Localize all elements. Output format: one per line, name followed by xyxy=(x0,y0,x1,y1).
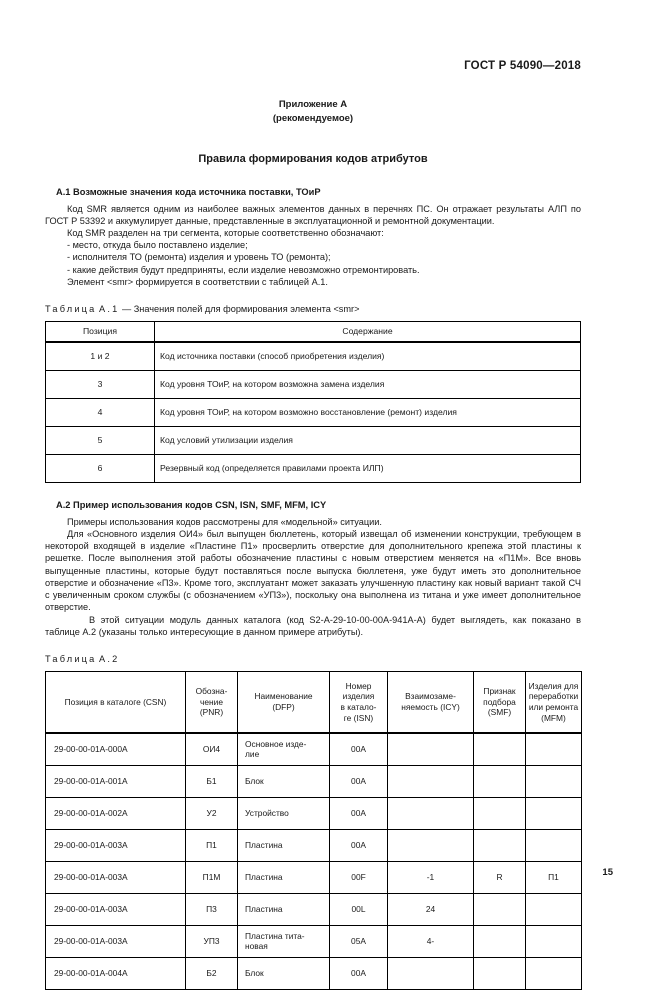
table-a1-cell-position: 4 xyxy=(46,398,155,426)
cell-pnr: П3 xyxy=(186,893,238,925)
standard-number-header: ГОСТ Р 54090—2018 xyxy=(464,60,581,72)
cell-isn: 00F xyxy=(330,861,388,893)
cell-csn: 29-00-00-01A-003A xyxy=(46,925,186,957)
cell-csn: 29-00-00-01A-000A xyxy=(46,733,186,766)
cell-csn: 29-00-00-01A-003A xyxy=(46,861,186,893)
table-a1-cell-content: Код источника поставки (способ приобретения изделия) xyxy=(155,342,581,371)
table-row xyxy=(46,426,581,454)
cell-pnr: П1М xyxy=(186,861,238,893)
table-a1-header xyxy=(46,322,581,342)
header-line: Признак xyxy=(483,686,516,697)
cell-isn: 00A xyxy=(330,957,388,989)
cell-smf: R xyxy=(474,861,526,893)
table-row xyxy=(46,671,582,733)
table-a2-header-icy xyxy=(388,671,474,733)
table-a2-header-pnr xyxy=(186,671,238,733)
header-line: (DFP) xyxy=(272,701,295,712)
table-row xyxy=(46,342,581,371)
table-a2-header-isn xyxy=(330,671,388,733)
cell-smf xyxy=(474,765,526,797)
cell-icy xyxy=(388,829,474,861)
table-a1-cell-position: 3 xyxy=(46,370,155,398)
table-a1-cell-position: 6 xyxy=(46,454,155,482)
header-line: няемость (ICY) xyxy=(401,701,460,712)
cell-isn: 00A xyxy=(330,733,388,766)
table-a1-body xyxy=(46,342,581,483)
cell-icy: 24 xyxy=(388,893,474,925)
table-a1-cell-content: Резервный код (определяется правилами проекта ИЛП) xyxy=(155,454,581,482)
cell-dfp: Блок xyxy=(238,957,330,989)
cell-isn: 00A xyxy=(330,765,388,797)
table-a2-caption xyxy=(45,654,581,664)
cell-mfm xyxy=(526,733,582,766)
table-row xyxy=(46,829,582,861)
table-a1-header-content: Содержание xyxy=(155,322,581,342)
table-row xyxy=(46,957,582,989)
header-line: Наименование xyxy=(254,691,313,702)
table-a1-caption-dash: — xyxy=(121,304,132,315)
cell-dfp: Пластина xyxy=(238,829,330,861)
header-line: Номер xyxy=(345,680,372,691)
cell-mfm xyxy=(526,957,582,989)
section-a1-bullet-2: - исполнителя ТО (ремонта) изделия и уровень ТО (ремонта); xyxy=(67,252,331,263)
header-line: ге (ISN) xyxy=(343,712,374,723)
table-a1-header-position: Позиция xyxy=(46,322,155,342)
table-row xyxy=(46,925,582,957)
cell-icy xyxy=(388,733,474,766)
header-line: или ремонта xyxy=(528,701,579,712)
cell-icy xyxy=(388,765,474,797)
section-a1-bullet-3: - какие действия будут предприняты, если изделие невозможно отремонтировать. xyxy=(67,264,420,275)
cell-pnr: ОИ4 xyxy=(186,733,238,766)
header-line: Позиция в каталоге (CSN) xyxy=(64,696,167,707)
cell-smf xyxy=(474,957,526,989)
section-a1-heading: А.1 Возможные значения кода источника поставки, ТОиР xyxy=(56,186,321,197)
table-row xyxy=(46,454,581,482)
table-a2-header-dfp xyxy=(238,671,330,733)
cell-dfp: Основное изде- лие xyxy=(238,733,330,766)
header-line: чение xyxy=(200,696,223,707)
cell-csn: 29-00-00-01A-002A xyxy=(46,797,186,829)
header-line: Обозна- xyxy=(195,686,228,697)
table-a2-caption-prefix: Таблица xyxy=(45,653,97,664)
table-a2-header-csn xyxy=(46,671,186,733)
cell-icy xyxy=(388,797,474,829)
cell-pnr: У2 xyxy=(186,797,238,829)
table-row xyxy=(46,370,581,398)
cell-icy: 4- xyxy=(388,925,474,957)
cell-mfm xyxy=(526,765,582,797)
header-line: Изделия для xyxy=(528,680,579,691)
cell-smf xyxy=(474,829,526,861)
cell-dfp: Устройство xyxy=(238,797,330,829)
table-row xyxy=(46,861,582,893)
table-a2 xyxy=(45,671,582,990)
table-a2-caption-number: А.2 xyxy=(99,653,120,664)
table-a1-cell-position: 5 xyxy=(46,426,155,454)
cell-pnr: П1 xyxy=(186,829,238,861)
page-number: 15 xyxy=(602,867,613,878)
section-a1-closing: Элемент <smr> формируется в соответствии с таблицей А.1. xyxy=(67,276,328,287)
table-a1-caption-text: Значения полей для формирования элемента <smr> xyxy=(133,304,360,315)
cell-mfm xyxy=(526,797,582,829)
header-line: (SMF) xyxy=(487,707,512,718)
header-line: подбора xyxy=(483,696,516,707)
table-row xyxy=(46,322,581,342)
header-line: (PNR) xyxy=(199,707,224,718)
cell-mfm xyxy=(526,829,582,861)
table-a1-caption-prefix: Таблица xyxy=(45,304,97,315)
table-a2-header xyxy=(46,671,582,733)
section-a2-heading: А.2 Пример использования кодов CSN, ISN, SMF, MFM, ICY xyxy=(56,499,327,510)
annex-title: Правила формирования кодов атрибутов xyxy=(198,152,428,165)
cell-icy: -1 xyxy=(388,861,474,893)
table-row xyxy=(46,398,581,426)
section-a2-paragraph-2: Для «Основного изделия ОИ4» был выпущен бюллетень, который извещал об изменении конструкции, требующем в некоторой входящей в изделие «Пластине П1» просверлить отверстие для дополнительного крепежа этой пластины к решетке. После выполнения этой работы обозначение пластины с новым отверстием меняется на «П1М». Все вновь выпущенные пластины, которые будут поставляться после выпуска бюллетеня, уже будут иметь это дополнительное отверстие и обозначение «П3». Кроме того, эксплуатант может заказать улучшенную пластину как новый вариант такой СЧ с увеличенным сроком службы (с обозначением «УП3»), поскольку она выполнена из титана и уже имеет дополнительное отверстие. xyxy=(45,528,581,613)
cell-smf xyxy=(474,797,526,829)
cell-isn: 00L xyxy=(330,893,388,925)
cell-csn: 29-00-00-01A-004A xyxy=(46,957,186,989)
cell-smf xyxy=(474,925,526,957)
section-a2-paragraph-1: Примеры использования кодов рассмотрены для «модельной» ситуации. xyxy=(67,516,382,527)
cell-dfp: Пластина xyxy=(238,893,330,925)
cell-pnr: Б1 xyxy=(186,765,238,797)
header-line: переработки xyxy=(528,691,579,702)
cell-icy xyxy=(388,957,474,989)
table-a2-header-smf xyxy=(474,671,526,733)
cell-pnr: Б2 xyxy=(186,957,238,989)
table-row xyxy=(46,797,582,829)
table-a1 xyxy=(45,321,581,482)
table-a2-body xyxy=(46,733,582,990)
cell-dfp: Блок xyxy=(238,765,330,797)
table-a1-caption xyxy=(45,304,581,314)
page-content xyxy=(45,0,581,990)
cell-csn: 29-00-00-01A-001A xyxy=(46,765,186,797)
table-row xyxy=(46,733,582,766)
table-a1-cell-position: 1 и 2 xyxy=(46,342,155,371)
cell-smf xyxy=(474,733,526,766)
cell-isn: 00A xyxy=(330,797,388,829)
cell-csn: 29-00-00-01A-003A xyxy=(46,829,186,861)
header-line: Взаимозаме- xyxy=(405,691,456,702)
annex-label: Приложение А xyxy=(278,99,348,110)
table-row xyxy=(46,765,582,797)
section-a1-bullet-1: - место, откуда было поставлено изделие; xyxy=(67,240,248,251)
cell-isn: 05A xyxy=(330,925,388,957)
cell-mfm: П1 xyxy=(526,861,582,893)
table-a1-caption-number: А.1 xyxy=(99,304,120,315)
cell-smf xyxy=(474,893,526,925)
cell-dfp: Пластина xyxy=(238,861,330,893)
header-line: изделия xyxy=(342,691,375,702)
cell-isn: 00A xyxy=(330,829,388,861)
cell-dfp: Пластина тита- новая xyxy=(238,925,330,957)
cell-mfm xyxy=(526,925,582,957)
table-row xyxy=(46,893,582,925)
cell-pnr: УП3 xyxy=(186,925,238,957)
header-line: в катало- xyxy=(340,701,377,712)
section-a2-paragraph-3: В этой ситуации модуль данных каталога (код S2-A-29-10-00-00A-941A-A) будет выглядеть, как показано в таблице А.2 (указаны только интересующие в данном примере атрибуты). xyxy=(45,614,581,637)
annex-status: (рекомендуемое) xyxy=(272,113,354,125)
table-a1-cell-content: Код уровня ТОиР, на котором возможна замена изделия xyxy=(155,370,581,398)
section-a1-paragraph-2: Код SMR разделен на три сегмента, которые соответственно обозначают: xyxy=(67,227,384,238)
annex-caption xyxy=(45,98,581,127)
cell-csn: 29-00-00-01A-003A xyxy=(46,893,186,925)
table-a2-header-mfm xyxy=(526,671,582,733)
section-a1-paragraph-1: Код SMR является одним из наиболее важных элементов данных в перечнях ПС. Он отражает результаты АЛП по ГОСТ Р 53392 и аккумулирует данные, представленные в эксплуатационной и ремонтной документации. xyxy=(45,203,581,226)
table-a1-cell-content: Код условий утилизации изделия xyxy=(155,426,581,454)
cell-mfm xyxy=(526,893,582,925)
header-line: (MFM) xyxy=(541,712,566,723)
table-a1-cell-content: Код уровня ТОиР, на котором возможно восстановление (ремонт) изделия xyxy=(155,398,581,426)
